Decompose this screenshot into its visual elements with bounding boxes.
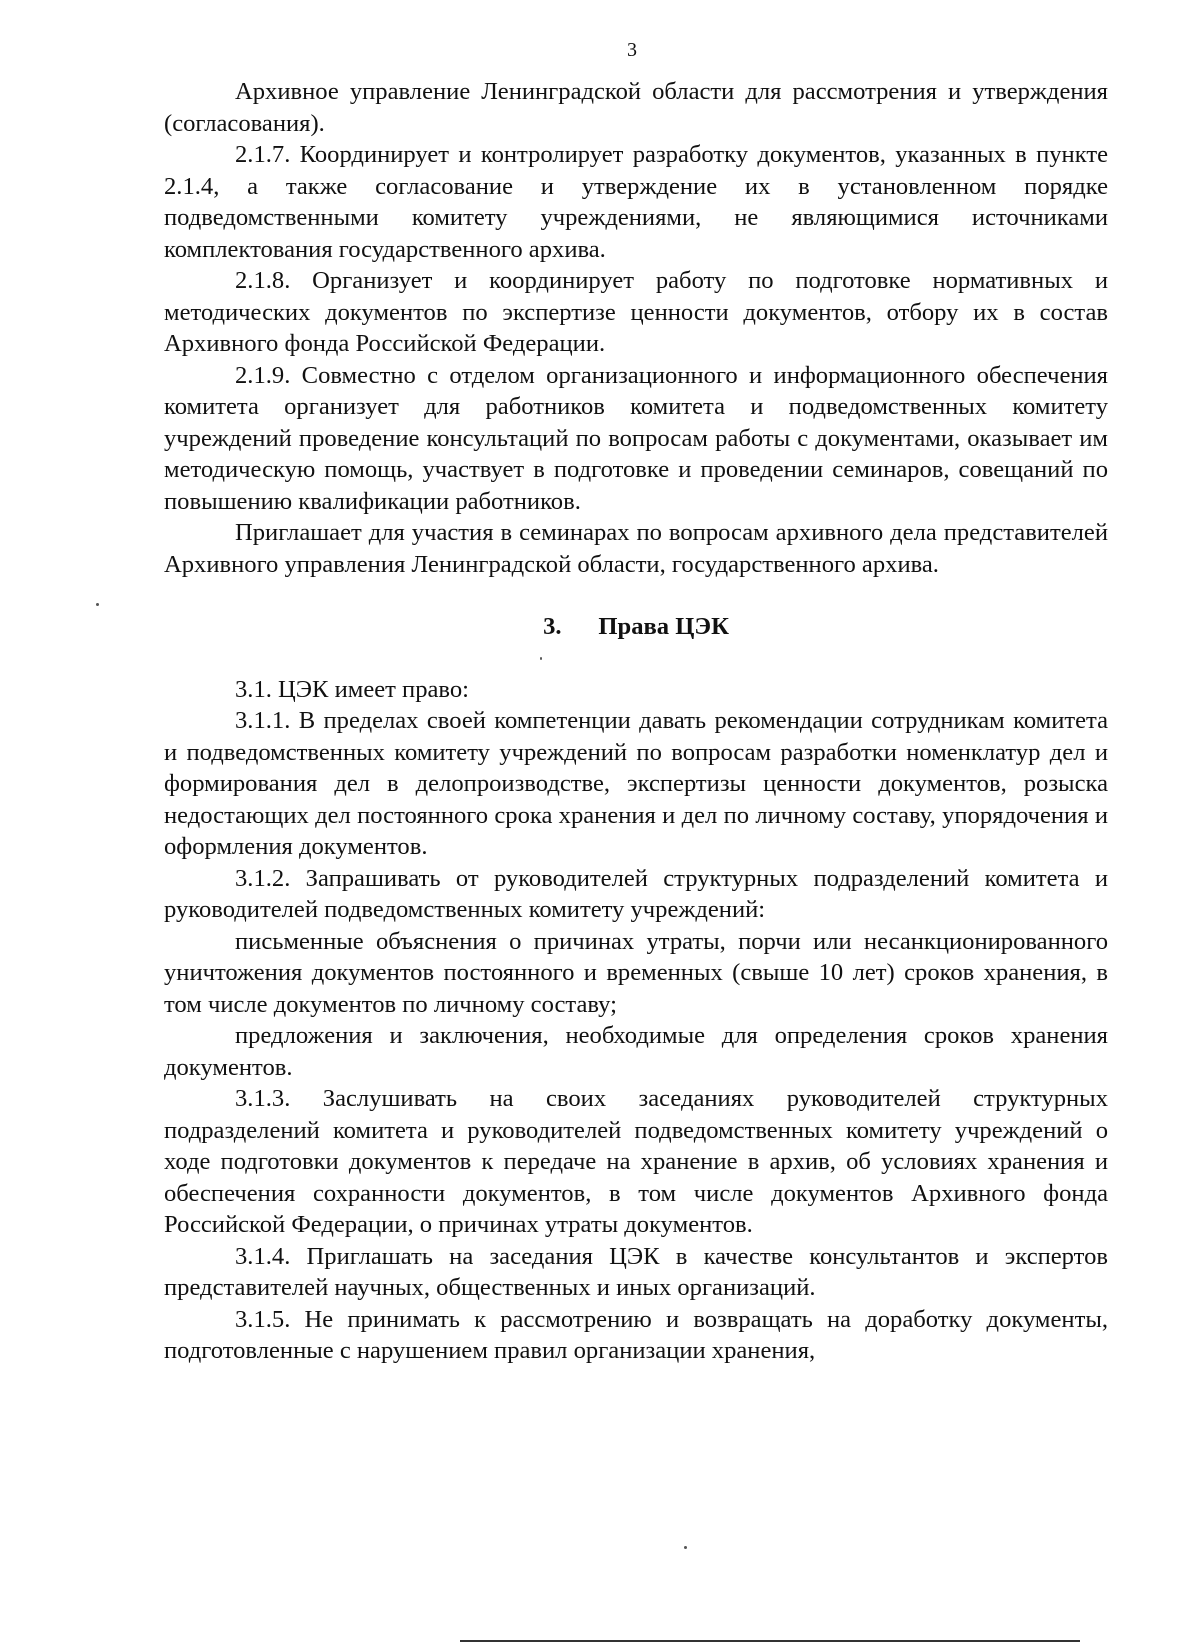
paragraph: 3.1.1. В пределах своей компетенции давать рекомендации сотрудникам комитета и подведомственных комитету учреждений по вопросам разработки номенклатур дел и формирования дел в делопроизводстве, экспертизы ценности документов, розыска недостающих дел постоянного срока хранения и дел по личному составу, упорядочения и оформления документов. <box>164 707 1108 860</box>
page-number: 3 <box>627 39 637 61</box>
scan-edge-line <box>460 1640 1080 1642</box>
paragraph: 2.1.8. Организует и координирует работу по подготовке нормативных и методических документов по экспертизе ценности документов, отбору их в состав Архивного фонда Российской Федерации. <box>164 267 1108 357</box>
paragraph: 3.1. ЦЭК имеет право: <box>235 675 469 703</box>
paragraph: письменные объяснения о причинах утраты, порчи или несанкционированного уничтожения документов постоянного и временных (свыше 10 лет) сроков хранения, в том числе документов по личному составу; <box>164 927 1108 1018</box>
paragraph: 3.1.2. Запрашивать от руководителей структурных подразделений комитета и руководителей подведомственных комитету учреждений: <box>164 864 1108 923</box>
document-body <box>164 76 1108 1367</box>
scan-speck <box>684 1546 687 1549</box>
paragraph: 2.1.9. Совместно с отделом организационного и информационного обеспечения комитета организует для работников комитета и подведомственных комитету учреждений проведение консультаций по вопросам работы с документами, оказывает им методическую помощь, участвует в подготовке и проведении семинаров, совещаний по повышению квалификации работников. <box>164 361 1108 515</box>
section-number: 3. <box>543 613 562 640</box>
paragraph: Архивное управление Ленинградской области для рассмотрения и утверждения (согласования). <box>164 78 1108 137</box>
paragraph: 2.1.7. Координирует и контролирует разработку документов, указанных в пункте 2.1.4, а также согласование и утверждение их в установленном порядке подведомственными комитету учреждениями, не являющимися источниками комплектования государственного архива. <box>164 141 1108 263</box>
paragraph: 3.1.3. Заслушивать на своих заседаниях руководителей структурных подразделений комитета и руководителей подведомственных комитету учреждений о ходе подготовки документов к передаче на хранение в архив, об условиях хранения и обеспечения сохранности документов, в том числе документов Архивного фонда Российской Федерации, о причинах утраты документов. <box>164 1085 1108 1238</box>
paragraph: предложения и заключения, необходимые для определения сроков хранения документов. <box>164 1022 1108 1081</box>
paragraph: 3.1.5. Не принимать к рассмотрению и возвращать на доработку документы, подготовленные с нарушением правил организации хранения, <box>164 1305 1108 1364</box>
paragraph: Приглашает для участия в семинарах по вопросам архивного дела представителей Архивного управления Ленинградской области, государственного архива. <box>164 519 1108 578</box>
section-heading <box>164 611 1108 643</box>
scan-speck <box>96 603 99 606</box>
section-title: Права ЦЭК <box>598 613 729 640</box>
paragraph: 3.1.4. Приглашать на заседания ЦЭК в качестве консультантов и экспертов представителей научных, общественных и иных организаций. <box>164 1242 1108 1301</box>
scan-speck <box>540 657 542 660</box>
